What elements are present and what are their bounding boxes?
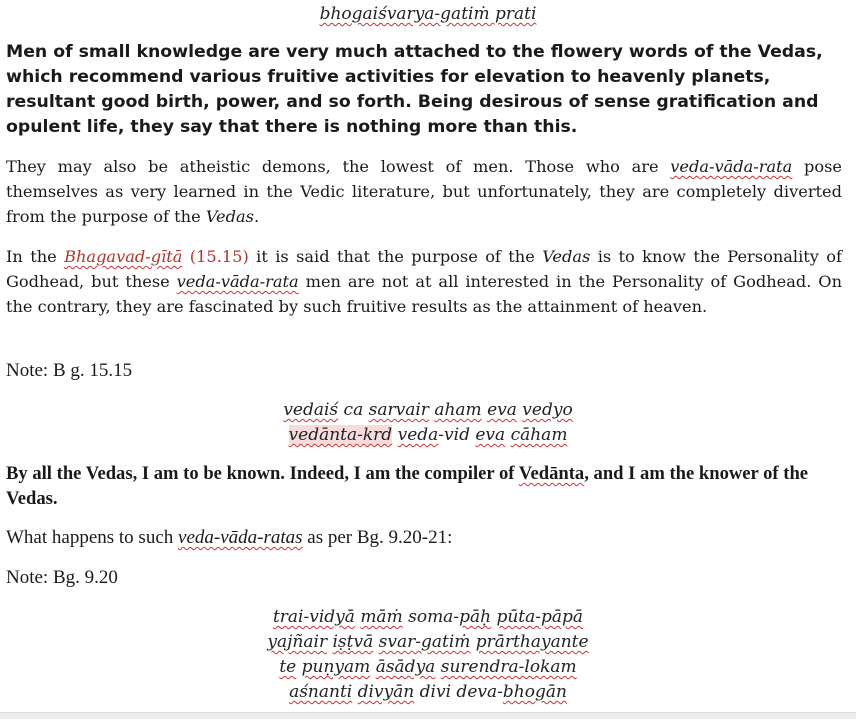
verse-line-2: vedānta-krd veda-vid eva cāham bbox=[288, 425, 568, 445]
term-veda-vada-rata: veda-vāda-rata bbox=[670, 157, 793, 176]
verse-9-20 bbox=[0, 605, 856, 705]
header-verse-line: bhogaiśvarya-gatiṁ prati bbox=[319, 4, 537, 24]
term-veda-vada-ratas: veda-vāda-ratas bbox=[178, 527, 303, 548]
verse-9-20-line-2: yajñair iṣṭvā svar-gatiṁ prārthayante bbox=[267, 632, 589, 652]
translation-text: Men of small knowledge are very much attached to the flowery words of the Vedas, which recommend various fruitive activities for elevation to heavenly planets, resultant good birth, power, and so forth. Being desirous of sense gratification and opulent life, they say that there is nothing more than this. bbox=[6, 42, 823, 137]
translation-15-15: By all the Vedas, I am to be known. Indeed, I am the compiler of Vedānta, and I am the knower of the Vedas. bbox=[6, 463, 809, 509]
verse-9-20-line-1: trai-vidyā māṁ soma-pāḥ pūta-pāpā bbox=[272, 607, 584, 627]
purport-paragraph-1: They may also be atheistic demons, the lowest of men. Those who are veda-vāda-rata pose themselves as very learned in the Vedic literature, but unfortunately, they are completely diverted from the purpose of the Vedas. bbox=[6, 157, 843, 226]
verse-line-1: vedaiś ca sarvair aham eva vedyo bbox=[283, 400, 573, 420]
verse-9-20-line-3: te puṇyam āsādya surendra-lokam bbox=[279, 657, 577, 677]
term-vedas: Vedas bbox=[205, 207, 254, 226]
note-bg-15-15: Note: B g. 15.15 bbox=[6, 360, 133, 381]
highlighted-term: vedānta-krd bbox=[288, 425, 393, 445]
bottom-scroll-edge bbox=[0, 712, 856, 719]
term-veda-vada-rata-2: veda-vāda-rata bbox=[176, 272, 299, 291]
verse-15-15 bbox=[0, 398, 856, 448]
term-vedas-2: Vedas bbox=[542, 247, 591, 266]
link-verse-ref[interactable]: (15.15) bbox=[182, 247, 249, 266]
note-bg-9-20: Note: Bg. 9.20 bbox=[6, 567, 118, 588]
link-bhagavad-gita[interactable]: Bhagavad-gītā bbox=[64, 247, 183, 266]
term-vedanta: Vedānta bbox=[518, 463, 585, 484]
verse-9-20-line-4: aśnanti divyān divi deva-bhogān bbox=[289, 682, 567, 702]
purport-paragraph-2: In the Bhagavad-gītā (15.15) it is said that the purpose of the Vedas is to know the Personality of Godhead, but these veda-vāda-rata men are not at all interested in the Personality of Godhead. On the contrary, they are fascinated by such fruitive results as the attainment of heaven. bbox=[6, 247, 843, 316]
header-verse bbox=[0, 2, 856, 27]
question-line: What happens to such veda-vāda-ratas as per Bg. 9.20-21: bbox=[6, 527, 453, 548]
